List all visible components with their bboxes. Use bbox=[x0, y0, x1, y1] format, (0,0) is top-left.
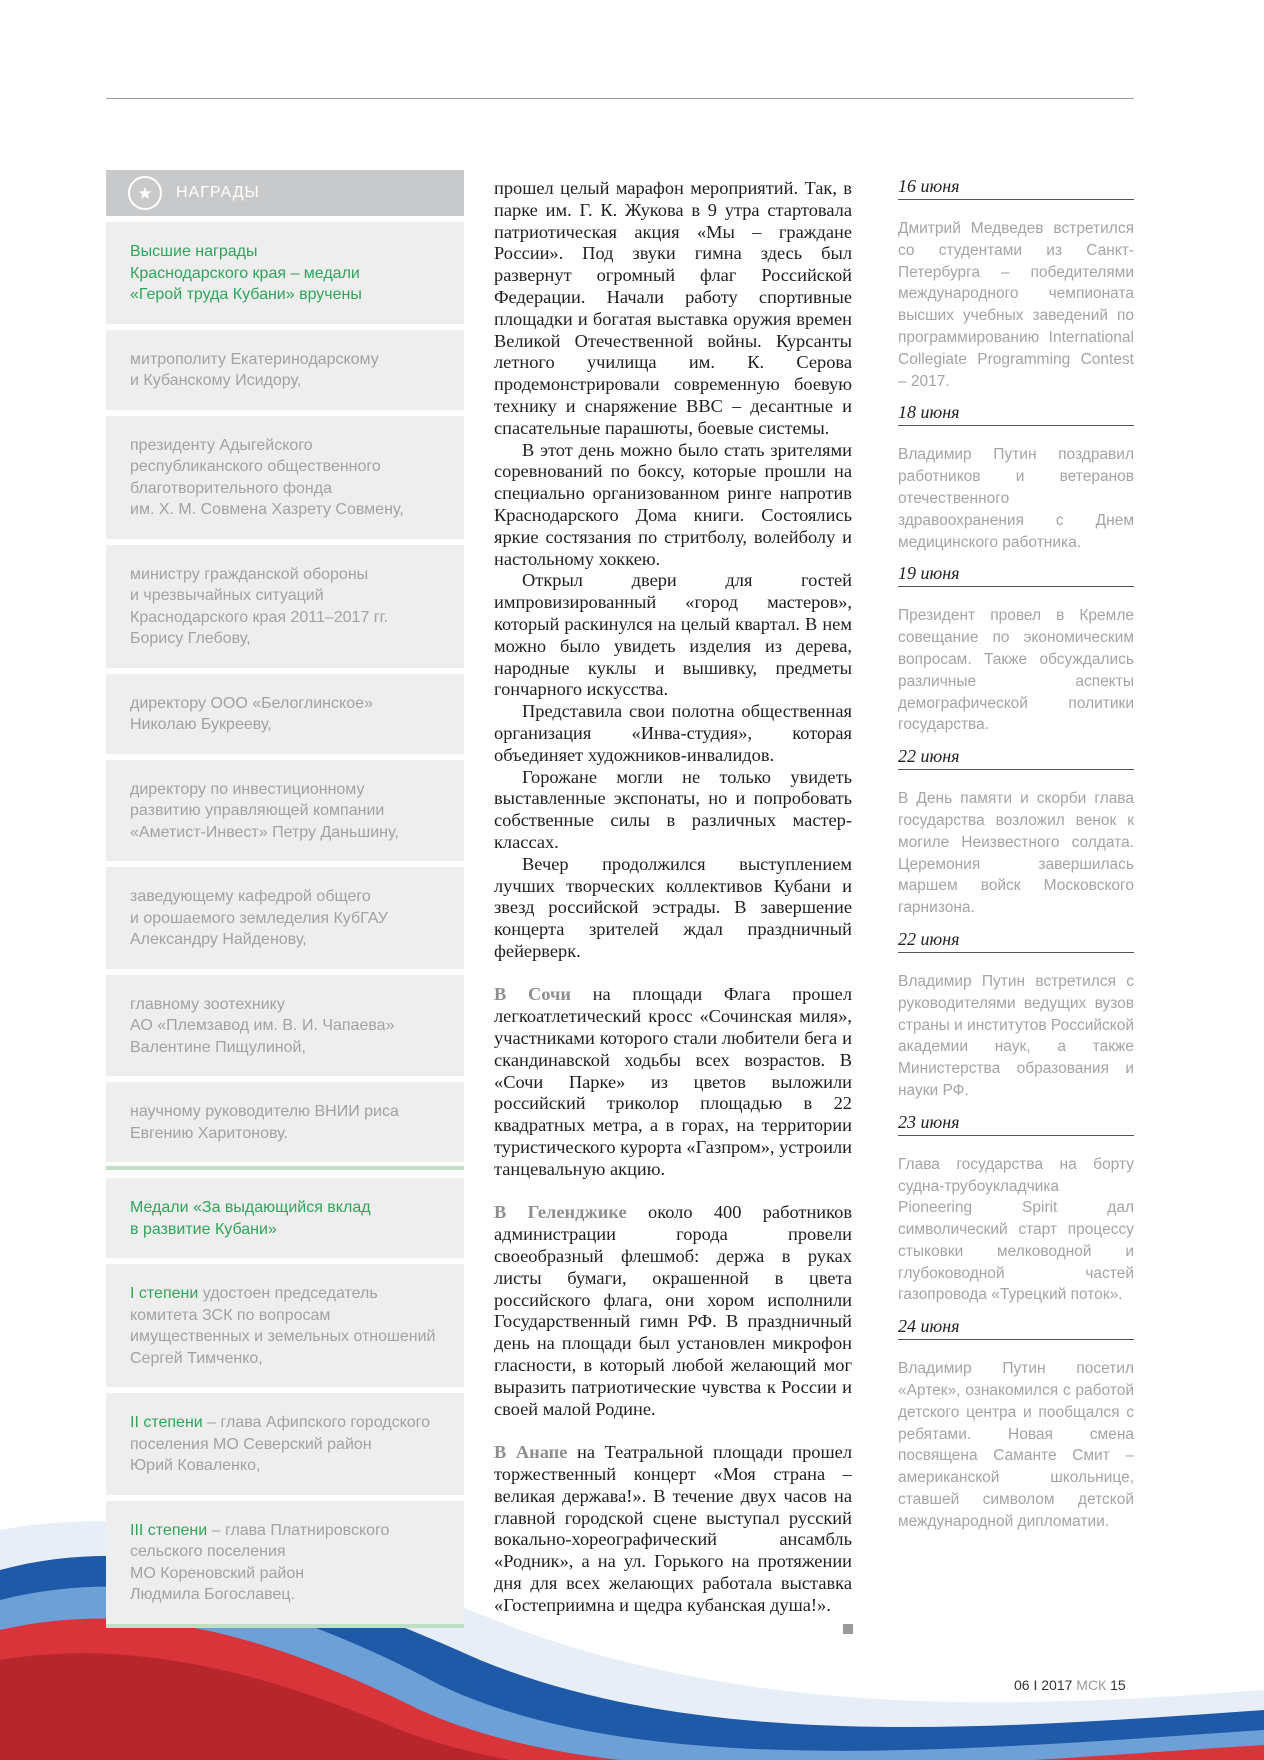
news-item bbox=[898, 402, 1134, 553]
awards-box-text: удостоен председатель комитета ЗСК по вопросам имущественных и земельных отношений Сергей Тимченко, bbox=[130, 1285, 436, 1367]
news-item bbox=[898, 176, 1134, 392]
paragraph-text: прошел целый марафон мероприятий. Так, в парке им. Г. К. Жукова в 9 утра стартовала патриотическая акция «Мы – граждане России». Под звуки гимна здесь был развернут огромный флаг Российской Федерации. Начали работу спортивные площадки и богатая выставка оружия времен Великой Отечественной войны. Курсанты летного училища им. К. Серова продемонстрировали современную боевую технику и снаряжение ВВС – десантные и спасательные парашюты, боевые системы. bbox=[494, 178, 852, 438]
awards-heading-box bbox=[106, 1178, 464, 1258]
awards-box-text: директору по инвестиционному развитию управляющей компании «Аметист-Инвест» Петру Даньшину, bbox=[130, 780, 399, 841]
article-paragraph bbox=[494, 1442, 852, 1616]
awards-recipient-box bbox=[106, 760, 464, 862]
awards-divider bbox=[106, 1624, 464, 1628]
article-paragraph bbox=[494, 1202, 852, 1420]
news-text: В День памяти и скорби глава государства возложил венок к могиле Неизвестного солдата. Церемония завершилась маршем войск Московского гарнизона. bbox=[898, 790, 1134, 917]
awards-recipient-box bbox=[106, 867, 464, 969]
awards-recipient-box bbox=[106, 416, 464, 539]
awards-box-text: министру гражданской обороны и чрезвычайных ситуаций Краснодарского края 2011–2017 гг. Борису Глебову, bbox=[130, 565, 388, 647]
awards-recipient-box bbox=[106, 1501, 464, 1624]
article-paragraph bbox=[494, 178, 852, 440]
article-paragraph bbox=[494, 701, 852, 766]
awards-recipient-box bbox=[106, 975, 464, 1077]
award-level-label: I степени bbox=[130, 1285, 199, 1302]
awards-box-text: заведующему кафедрой общего и орошаемого земледелия КубГАУ Александру Найденову, bbox=[130, 888, 388, 948]
news-text: Президент провел в Кремле совещание по экономическим вопросам. Также обсуждались различные аспекты демографической политики государства. bbox=[898, 607, 1134, 734]
city-lead: В Сочи bbox=[494, 984, 571, 1005]
awards-recipient-box bbox=[106, 545, 464, 668]
awards-recipient-box bbox=[106, 330, 464, 410]
awards-box-text: директору ООО «Белоглинское» Николаю Букрееву, bbox=[130, 694, 373, 733]
article-paragraph bbox=[494, 854, 852, 963]
news-text: Владимир Путин поздравил работников и ветеранов отечественного здравоохранения с Днем медицинского работника. bbox=[898, 446, 1134, 551]
news-date: 22 июня bbox=[898, 746, 1134, 770]
top-rule bbox=[106, 98, 1134, 99]
awards-box-text: митрополиту Екатеринодарскому и Кубанскому Исидору, bbox=[130, 350, 379, 389]
article-paragraph bbox=[494, 440, 852, 571]
news-date: 16 июня bbox=[898, 176, 1134, 200]
awards-box-text: – глава Платнировского сельского поселения МО Кореновский район Людмила Богославец. bbox=[130, 1521, 390, 1603]
award-level-label: III степени bbox=[130, 1521, 208, 1539]
news-date: 18 июня bbox=[898, 402, 1134, 426]
news-column bbox=[898, 176, 1134, 1543]
news-date: 19 июня bbox=[898, 563, 1134, 587]
awards-divider bbox=[106, 1166, 464, 1170]
awards-box-text: Высшие награды Краснодарского края – медали «Герой труда Кубани» вручены bbox=[130, 243, 362, 303]
awards-recipient-box bbox=[106, 1082, 464, 1162]
news-item bbox=[898, 746, 1134, 919]
news-item bbox=[898, 563, 1134, 736]
news-text: Глава государства на борту судна-трубоукладчика Pioneering Spirit дал символический старт процессу стыковки мелководной и глубоководной частей газопровода «Турецкий поток». bbox=[898, 1155, 1134, 1304]
news-date: 23 июня bbox=[898, 1112, 1134, 1136]
folio-magazine: МСК bbox=[1076, 1677, 1107, 1693]
folio-issue: 06 I 2017 bbox=[1014, 1677, 1073, 1693]
end-square-icon bbox=[843, 1624, 853, 1634]
paragraph-text: В этот день можно было стать зрителями соревнований по боксу, которые прошли на специально организованном ринге напротив Краснодарского Дома книги. Состоялись яркие состязания по стритболу, волейболу и настольному хоккею. bbox=[494, 439, 852, 569]
paragraph-text: на Театральной площади прошел торжественный концерт «Моя страна – великая держава!». В течение двух часов на главной городской сцене выступал русский вокально-хореографический ансамбль «Родник», а на ул. Горького на протяжении дня для всех желающих работала выставка «Гостеприимна и щедра кубанская душа!». bbox=[494, 1442, 852, 1615]
article-paragraph bbox=[494, 767, 852, 854]
awards-recipient-box bbox=[106, 1393, 464, 1495]
article-paragraph bbox=[494, 984, 852, 1180]
news-date: 24 июня bbox=[898, 1316, 1134, 1340]
awards-box-text: президенту Адыгейского республиканского общественного благотворительного фонда им. Х. М. Совмена Хазрету Совмену, bbox=[130, 436, 404, 518]
article-paragraph bbox=[494, 570, 852, 701]
awards-sidebar bbox=[106, 170, 464, 1628]
news-item bbox=[898, 1112, 1134, 1307]
news-text: Дмитрий Медведев встретился со студентами из Санкт-Петербурга – победителями международного чемпионата высших учебных заведений по программированию International Collegiate Programming Contest – 2017. bbox=[898, 220, 1134, 390]
awards-box-text: главному зоотехнику АО «Племзавод им. В. И. Чапаева» Валентине Пищулиной, bbox=[130, 995, 395, 1056]
news-text: Владимир Путин встретился с руководителями ведущих вузов страны и институтов Российской академии наук, а также Министерства образования и науки РФ. bbox=[898, 972, 1134, 1099]
paragraph-text: на площади Флага прошел легкоатлетический кросс «Сочинская миля», участниками которого стали любители бега и скандинавской ходьбы всех возрастов. В «Сочи Парке» из цветов выложили российский триколор площадью в 22 квадратных метра, а в горах, на территории туристического курорта «Газпром», устроили танцевальную акцию. bbox=[494, 984, 852, 1179]
paragraph-text: Представила свои полотна общественная организация «Инва-студия», которая объединяет художников-инвалидов. bbox=[494, 701, 852, 765]
awards-header-label: НАГРАДЫ bbox=[176, 184, 260, 201]
paragraph-text: Горожане могли не только увидеть выставленные экспонаты, но и попробовать собственные силы в различных мастер-классах. bbox=[494, 766, 852, 852]
awards-recipient-box bbox=[106, 1264, 464, 1387]
awards-header bbox=[106, 170, 464, 216]
awards-heading-box bbox=[106, 222, 464, 324]
folio-page-number: 15 bbox=[1110, 1677, 1126, 1693]
city-lead: В Анапе bbox=[494, 1442, 568, 1463]
paragraph-text: около 400 работников администрации города провели своеобразный флешмоб: держа в руках листы бумаги, окрашенной в цвета российского флага, они хором исполнили Государственный гимн РФ. В праздничный день на площади был установлен микрофон гласности, в который любой желающий мог выразить патриотические чувства к России и своей малой Родине. bbox=[494, 1202, 853, 1419]
awards-recipient-box bbox=[106, 674, 464, 754]
city-lead: В Геленджике bbox=[494, 1202, 627, 1223]
page-folio bbox=[1014, 1677, 1126, 1693]
paragraph-text: Открыл двери для гостей импровизированный «город мастеров», который раскинулся на целый квартал. В нем можно было увидеть изделия из дерева, народные куклы и вышивку, предметы гончарного искусства. bbox=[494, 570, 852, 700]
article-column bbox=[494, 178, 852, 1617]
award-level-label: II степени bbox=[130, 1414, 203, 1431]
awards-box-text: Медали «За выдающийся вклад в развитие Кубани» bbox=[130, 1199, 371, 1238]
star-icon: ★ bbox=[128, 176, 162, 210]
news-text: Владимир Путин посетил «Артек», ознакомился с работой детского центра и пообщался с ребятами. Новая смена посвящена Саманте Смит – американской школьнице, ставшей символом детской международной дипломатии. bbox=[898, 1360, 1134, 1530]
news-item bbox=[898, 1316, 1134, 1532]
news-item bbox=[898, 929, 1134, 1102]
awards-box-text: научному руководителю ВНИИ риса Евгению Харитонову. bbox=[130, 1103, 399, 1142]
paragraph-text: Вечер продолжился выступлением лучших творческих коллективов Кубани и звезд российской эстрады. В завершение концерта зрителей ждал праздничный фейерверк. bbox=[494, 853, 852, 961]
awards-box-text: – глава Афипского городского поселения МО Северский район Юрий Коваленко, bbox=[130, 1414, 431, 1474]
news-date: 22 июня bbox=[898, 929, 1134, 953]
